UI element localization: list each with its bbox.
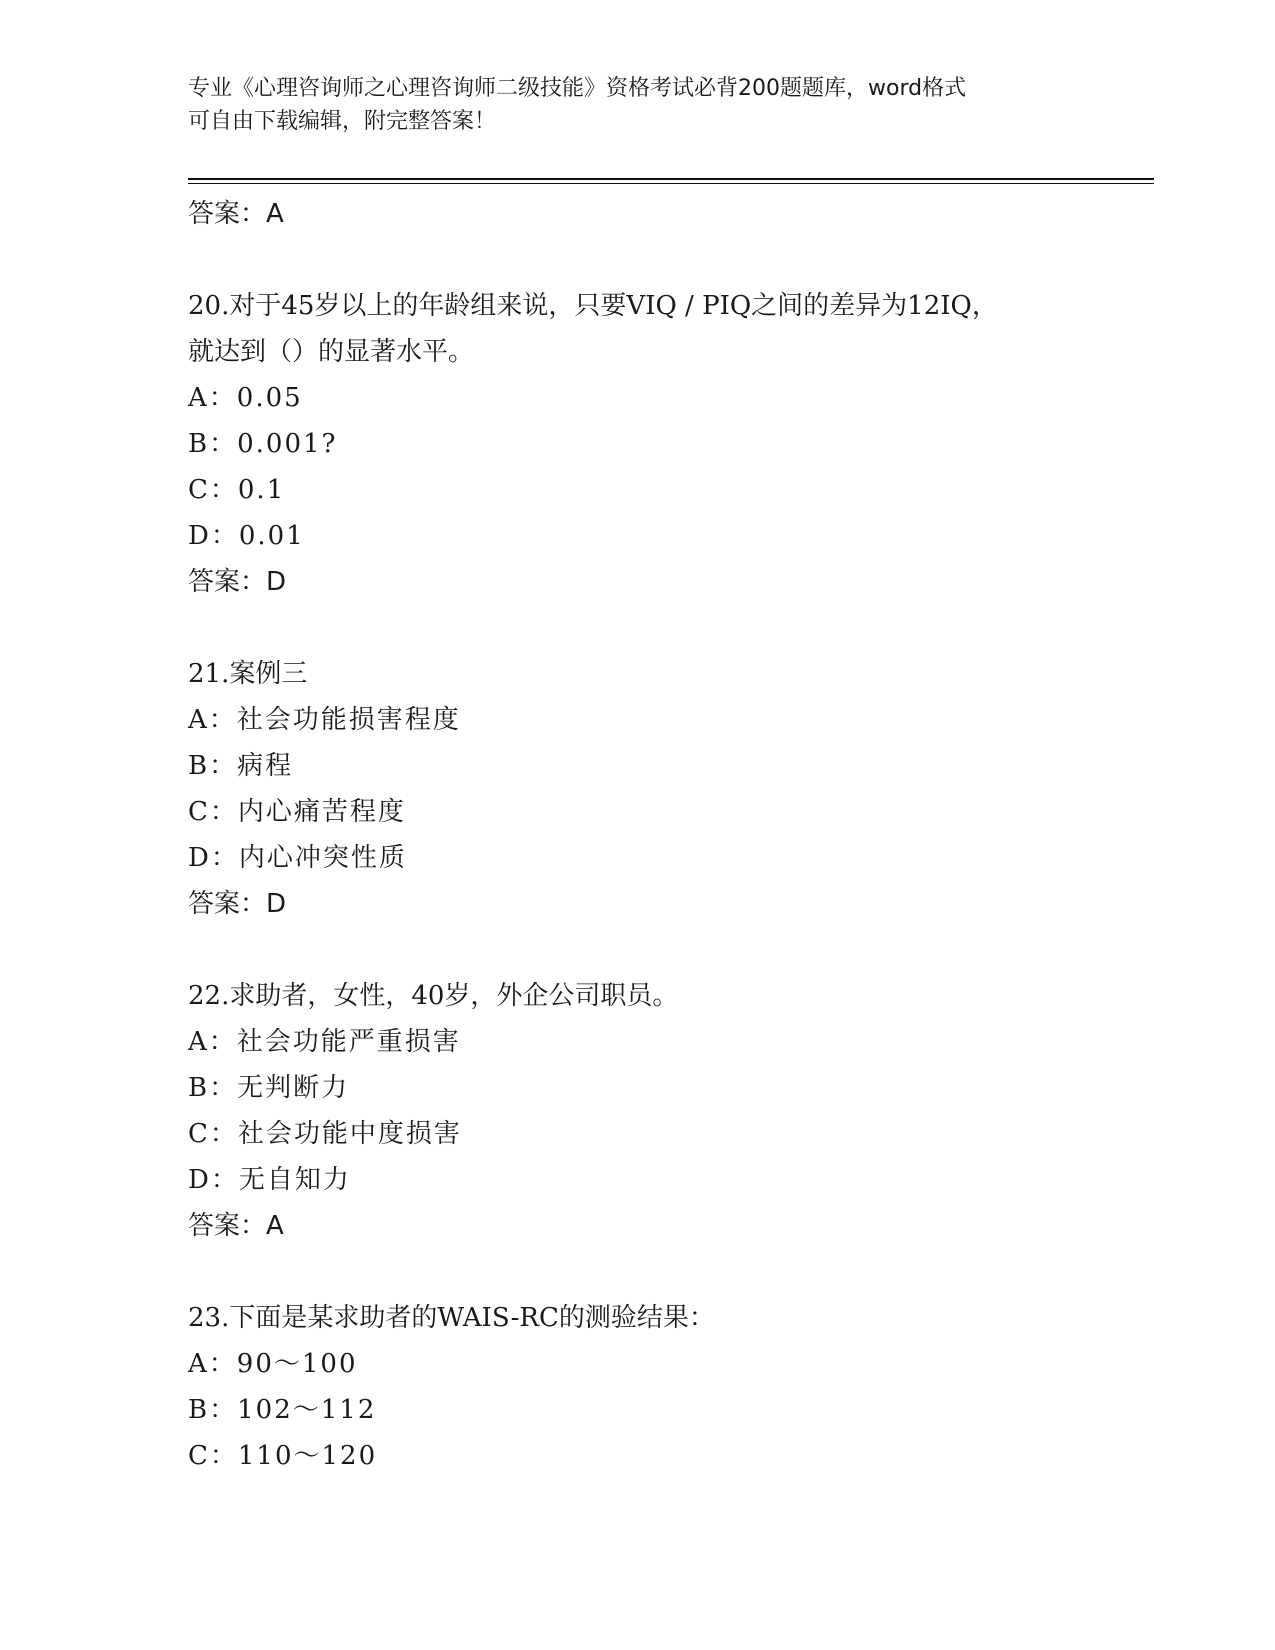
spacer [188,927,1088,973]
spacer [188,237,1088,283]
question-stem: 20.对于45岁以上的年龄组来说，只要VIQ / PIQ之间的差异为12IQ， [188,291,998,321]
option-b: B：无判断力 [188,1073,350,1103]
answer-line: 答案：D [188,889,287,919]
header-rule-thin [188,183,1154,184]
header-rule-thick [188,178,1154,180]
answer-line: 答案：D [188,567,287,597]
question-stem: 就达到（）的显著水平。 [188,337,475,367]
header-line-2: 可自由下载编辑，附完整答案！ [188,109,497,134]
question-block [188,1295,1088,1479]
option-c: C：社会功能中度损害 [188,1119,462,1149]
option-c: C：0.1 [188,475,286,505]
option-d: D：0.01 [188,521,305,551]
option-c: C：内心痛苦程度 [188,797,406,827]
option-b: B：病程 [188,751,294,781]
option-d: D：无自知力 [188,1165,351,1195]
question-block [188,973,1088,1249]
spacer [188,1249,1088,1295]
answer-line: 答案：A [188,1211,284,1241]
option-a: A：社会功能损害程度 [188,705,461,735]
question-list [188,191,1088,1479]
option-d: D：内心冲突性质 [188,843,407,873]
question-stem: 21.案例三 [188,659,308,689]
header-line-1: 专业《心理咨询师之心理咨询师二级技能》资格考试必背200题题库，word格式 [188,76,967,101]
spacer [188,605,1088,651]
answer-line: 答案：A [188,199,284,229]
document-header [188,72,1088,138]
option-b: B：102～112 [188,1395,377,1425]
question-stem: 22.求助者，女性，40岁，外企公司职员。 [188,981,679,1011]
option-a: A：0.05 [188,383,303,413]
question-block [188,651,1088,927]
question-block [188,283,1088,605]
option-b: B：0.001? [188,429,338,459]
option-a: A：90～100 [188,1349,358,1379]
option-c: C：110～120 [188,1441,378,1471]
option-a: A：社会功能严重损害 [188,1027,461,1057]
question-stem: 23.下面是某求助者的WAIS-RC的测验结果： [188,1303,715,1333]
